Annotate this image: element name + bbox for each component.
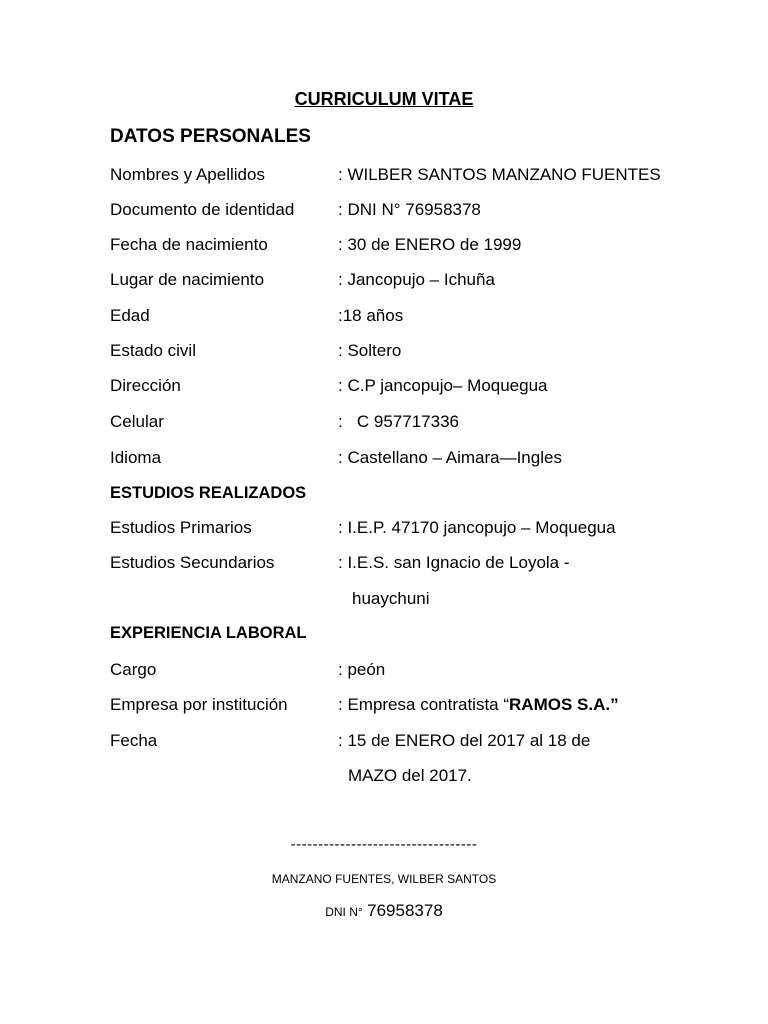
section-heading-personal: DATOS PERSONALES	[110, 126, 311, 147]
field-label: Idioma	[110, 448, 162, 467]
field-label: Estudios Secundarios	[110, 553, 275, 572]
signature-name: MANZANO FUENTES, WILBER SANTOS	[271, 872, 497, 886]
field-label: Dirección	[110, 376, 181, 395]
personal-row-id	[110, 200, 710, 224]
field-label: Fecha de nacimiento	[110, 235, 268, 254]
field-label: Estudios Primarios	[110, 518, 252, 537]
field-value: : C 957717336	[338, 412, 459, 431]
field-label: Nombres y Apellidos	[110, 165, 265, 184]
personal-row-birthdate	[110, 235, 710, 259]
experience-row-company	[110, 695, 710, 719]
personal-row-age	[110, 306, 710, 330]
field-value: : Castellano – Aimara—Ingles	[338, 448, 562, 467]
field-value: : Jancopujo – Ichuña	[338, 270, 495, 289]
field-label: Empresa por institución	[110, 695, 288, 714]
experience-date-continuation: MAZO del 2017.	[348, 766, 472, 785]
field-label: Cargo	[110, 660, 157, 679]
field-value: : C.P jancopujo– Moquegua	[338, 376, 548, 395]
field-label: Fecha	[110, 731, 158, 750]
personal-row-language	[110, 448, 710, 472]
field-value: : WILBER SANTOS MANZANO FUENTES	[338, 165, 661, 184]
field-value: : DNI N° 76958378	[338, 200, 481, 219]
experience-row-position	[110, 660, 710, 684]
field-value: : I.E.S. san Ignacio de Loyola -	[338, 553, 570, 572]
studies-row-secondary	[110, 553, 710, 577]
personal-row-birthplace	[110, 270, 710, 294]
personal-row-phone	[110, 412, 710, 436]
signature-line: ----------------------------------	[290, 836, 478, 853]
personal-row-civil-status	[110, 341, 710, 365]
experience-row-date	[110, 731, 710, 755]
field-value: : 15 de ENERO del 2017 al 18 de	[338, 731, 591, 750]
section-heading-studies: ESTUDIOS REALIZADOS	[110, 484, 307, 502]
field-label: Celular	[110, 412, 164, 431]
company-name: RAMOS S.A.”	[509, 695, 619, 714]
personal-row-name	[110, 165, 710, 189]
field-label: Edad	[110, 306, 150, 325]
studies-secondary-continuation: huaychuni	[352, 589, 430, 608]
document-title: CURRICULUM VITAE	[294, 89, 474, 109]
field-label: Estado civil	[110, 341, 196, 360]
personal-row-address	[110, 376, 710, 400]
field-value: : I.E.P. 47170 jancopujo – Moquegua	[338, 518, 616, 537]
field-value: : peón	[338, 660, 386, 679]
field-value	[338, 695, 619, 715]
studies-row-primary	[110, 518, 710, 542]
company-prefix: : Empresa contratista “	[338, 695, 510, 714]
section-heading-experience: EXPERIENCIA LABORAL	[110, 624, 307, 642]
signature-dni	[0, 901, 768, 921]
signature-dni-number: 76958378	[367, 901, 443, 920]
field-value: :18 años	[338, 306, 404, 325]
field-label: Lugar de nacimiento	[110, 270, 265, 289]
field-value: : Soltero	[338, 341, 402, 360]
signature-dni-label: DNI N°	[325, 905, 363, 919]
field-value: : 30 de ENERO de 1999	[338, 235, 522, 254]
field-label: Documento de identidad	[110, 200, 295, 219]
